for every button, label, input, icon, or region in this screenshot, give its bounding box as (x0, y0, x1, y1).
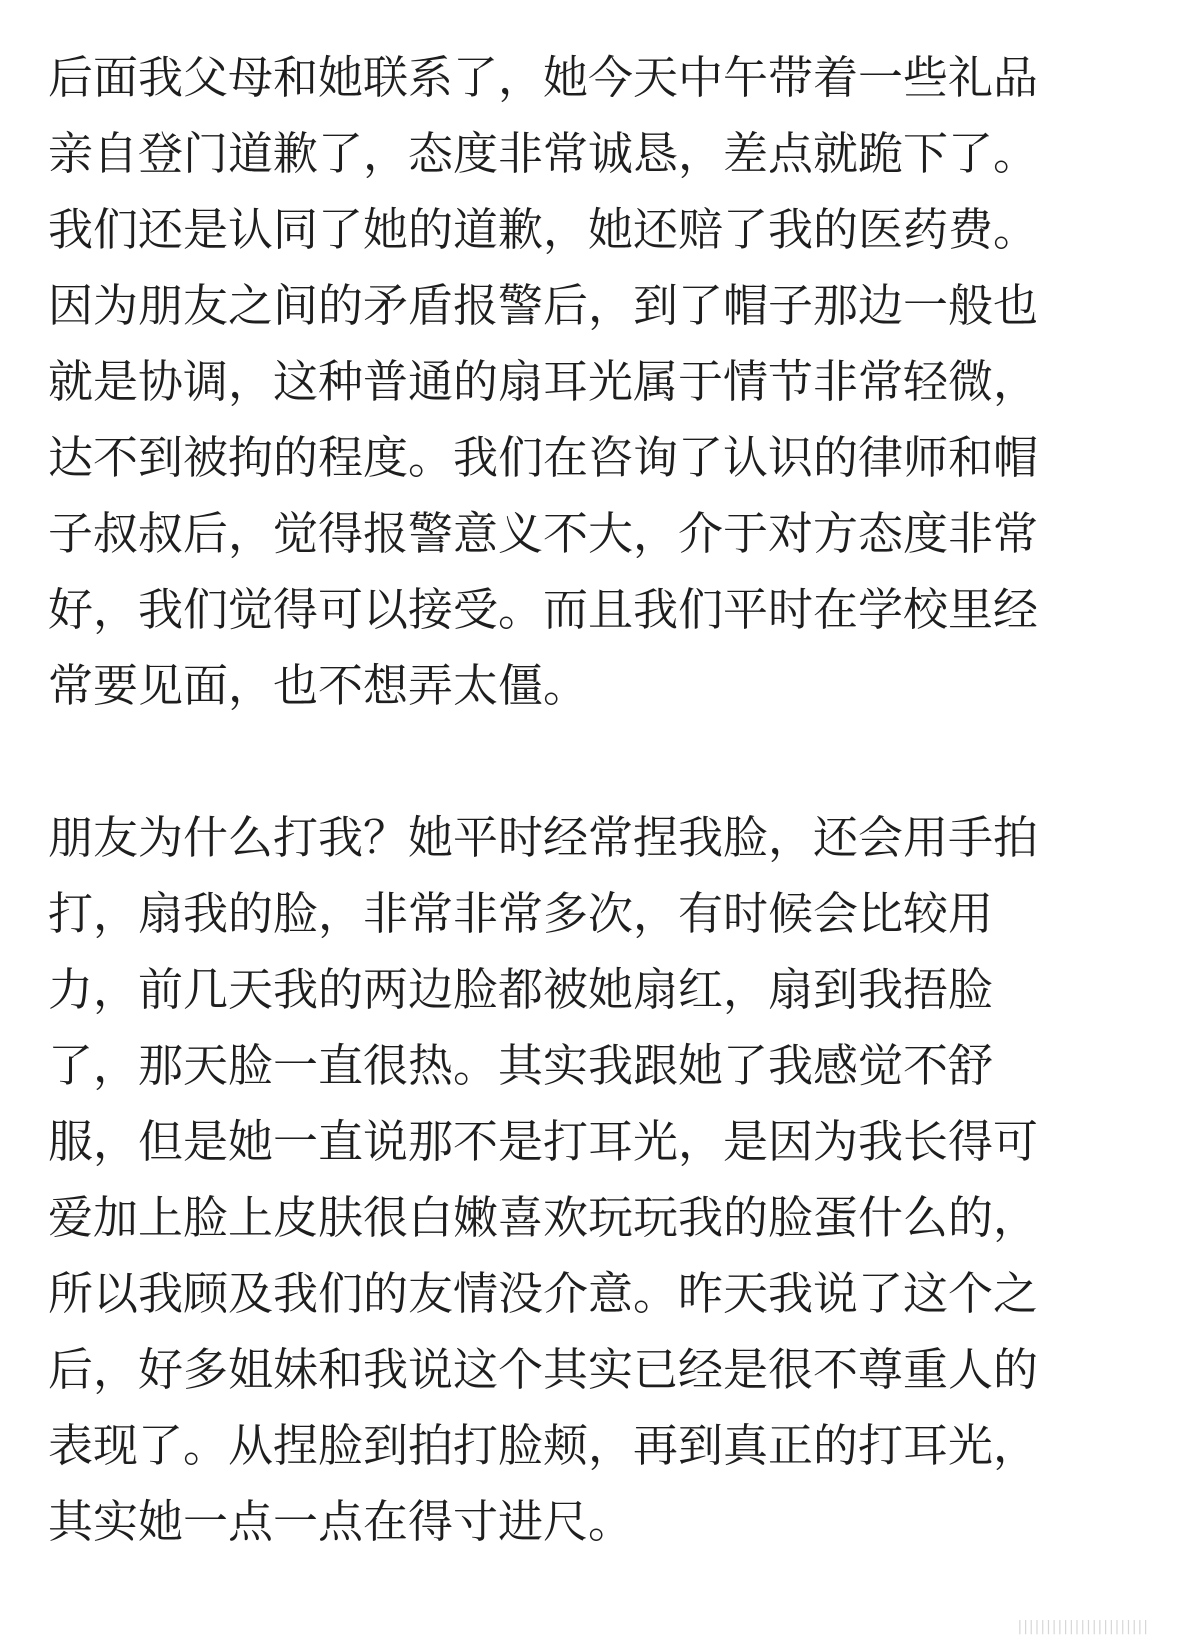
text-line: 所以我顾及我们的友情没介意。昨天我说了这个之 (48, 1267, 1039, 1320)
text-line: 打，扇我的脸，非常非常多次，有时候会比较用 (48, 887, 994, 940)
text-line: 服，但是她一直说那不是打耳光，是因为我长得可 (48, 1115, 1039, 1168)
text-line: 子叔叔后，觉得报警意义不大，介于对方态度非常 (48, 507, 1039, 560)
paragraph-spacer (48, 724, 1138, 800)
text-line: 后面我父母和她联系了，她今天中午带着一些礼品 (48, 51, 1039, 104)
text-line: 表现了。从捏脸到拍打脸颊，再到真正的打耳光， (48, 1419, 1039, 1472)
paragraph-2 (48, 800, 1138, 1560)
text-line: 达不到被拘的程度。我们在咨询了认识的律师和帽 (48, 431, 1039, 484)
text-line: 爱加上脸上皮肤很白嫩喜欢玩玩我的脸蛋什么的， (48, 1191, 1039, 1244)
text-line: 亲自登门道歉了，态度非常诚恳，差点就跪下了。 (48, 127, 1039, 180)
text-line: 我们还是认同了她的道歉，她还赔了我的医药费。 (48, 203, 1039, 256)
text-line: 了，那天脸一直很热。其实我跟她了我感觉不舒 (48, 1039, 994, 1092)
text-line: 其实她一点一点在得寸进尺。 (48, 1495, 634, 1548)
post-body (48, 40, 1138, 1560)
paragraph-1 (48, 40, 1138, 724)
text-line: 常要见面，也不想弄太僵。 (48, 659, 589, 712)
text-line: 朋友为什么打我？她平时经常捏我脸，还会用手拍 (48, 811, 1039, 864)
text-line: 因为朋友之间的矛盾报警后，到了帽子那边一般也 (48, 279, 1039, 332)
text-line: 力，前几天我的两边脸都被她扇红，扇到我捂脸 (48, 963, 994, 1016)
watermark: ||||||||||||||||||||||| (1017, 1619, 1149, 1635)
text-line: 后，好多姐妹和我说这个其实已经是很不尊重人的 (48, 1343, 1039, 1396)
text-line: 好，我们觉得可以接受。而且我们平时在学校里经 (48, 583, 1039, 636)
text-line: 就是协调，这种普通的扇耳光属于情节非常轻微， (48, 355, 1039, 408)
